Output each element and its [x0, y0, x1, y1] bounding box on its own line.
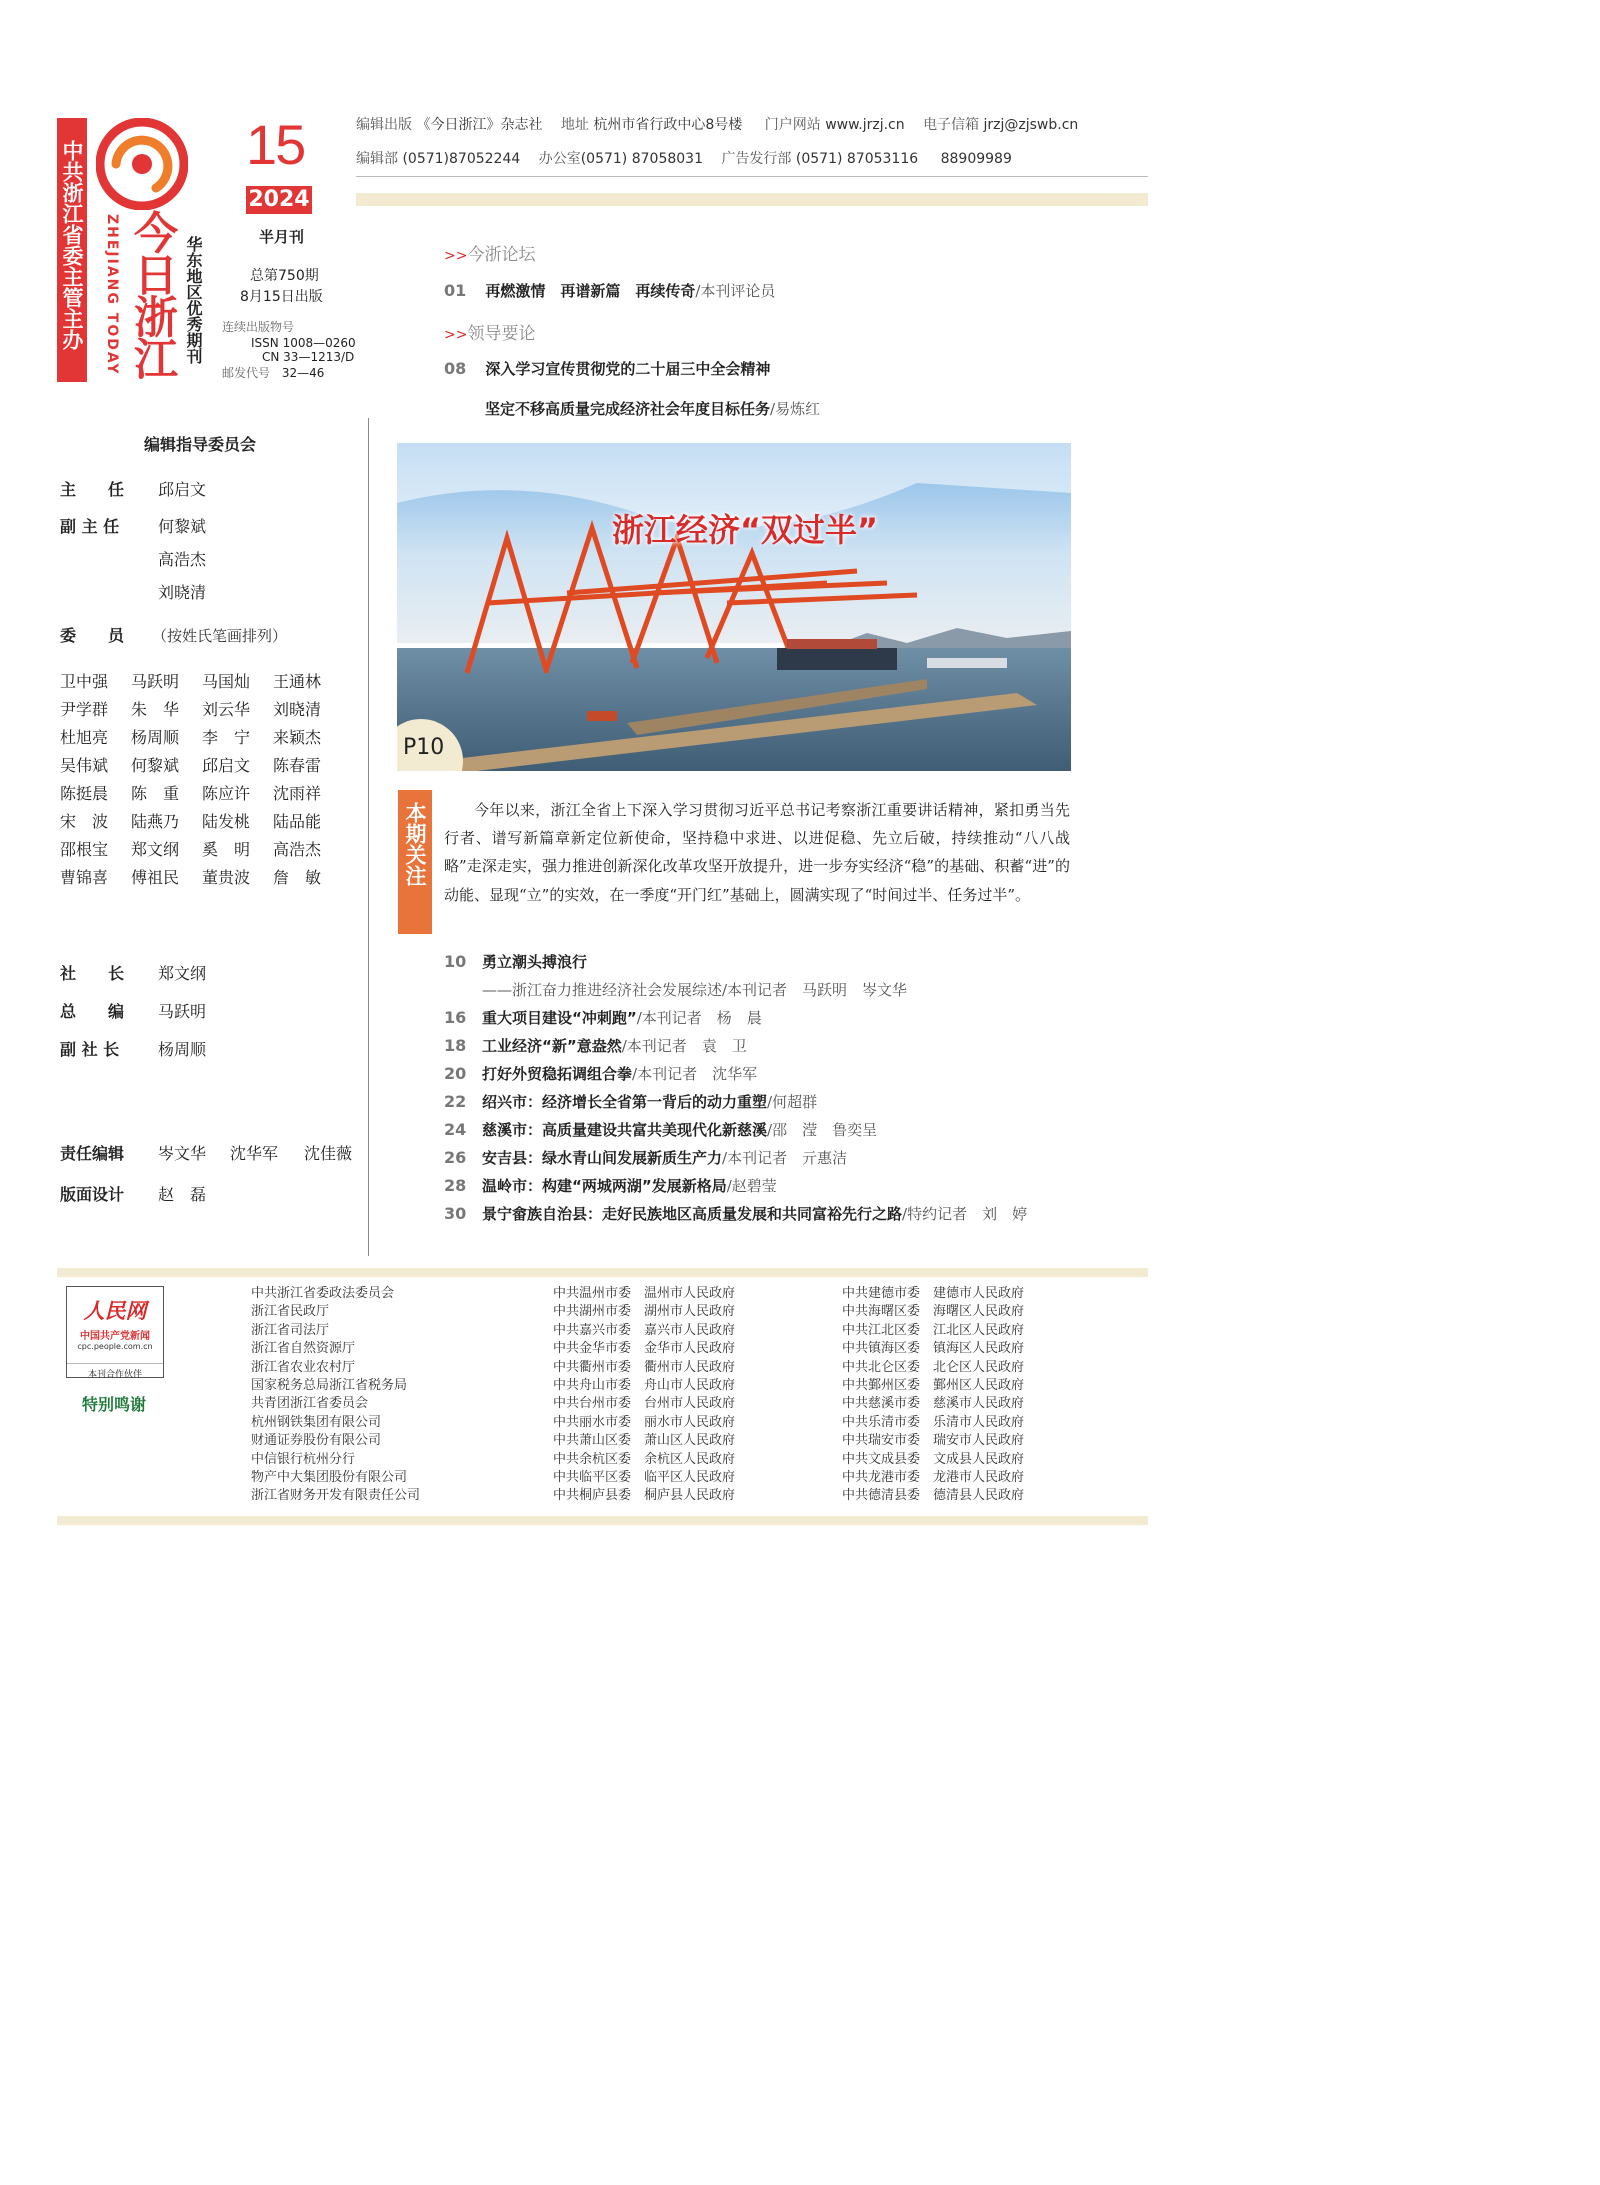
- toc-title: 再燃激情 再谱新篇 再续传奇: [485, 282, 696, 300]
- magazine-logo: [96, 118, 188, 210]
- toc-title: 慈溪市：高质量建设共富共美现代化新慈溪: [482, 1121, 768, 1139]
- thanks-entry: 浙江省农业农村厅: [251, 1359, 356, 1375]
- thanks-entry: 中共桐庐县委 桐庐县人民政府: [553, 1488, 736, 1504]
- member-row: [60, 865, 321, 893]
- member-row: [60, 781, 321, 809]
- section-leaders: [444, 319, 535, 344]
- toc-focus-list: [444, 951, 1124, 1231]
- toc-item[interactable]: [444, 1147, 1124, 1175]
- toc-title: 打好外贸稳拓调组合拳: [482, 1065, 633, 1083]
- toc-page-num: 18: [444, 1036, 467, 1055]
- sponsor-text: 中共浙江省委主管主办: [60, 140, 84, 350]
- staff-name: 杨周顺: [158, 1040, 207, 1059]
- member-name: 杨周顺: [131, 728, 180, 747]
- vice-name: 何黎斌: [158, 517, 207, 536]
- toc-author: /本刊记者 沈华军: [632, 1065, 758, 1083]
- thanks-entry: 中共嘉兴市委 嘉兴市人民政府: [553, 1322, 736, 1338]
- thanks-entry: 中共金华市委 金华市人民政府: [553, 1341, 736, 1357]
- port-crane-photo: [397, 443, 1071, 771]
- thanks-entry: 物产中大集团股份有限公司: [251, 1470, 408, 1486]
- award-text: 华东地区优秀期刊: [184, 236, 203, 364]
- toc-item[interactable]: [444, 1119, 1124, 1147]
- logo-swirl-icon: [96, 118, 188, 210]
- thanks-entry: 中共衢州市委 衢州市人民政府: [553, 1359, 736, 1375]
- info-line-1: [356, 114, 1078, 134]
- thanks-entry: 中共萧山区委 萧山区人民政府: [553, 1433, 736, 1449]
- toc-title: 深入学习宣传贯彻党的二十届三中全会精神: [485, 360, 771, 378]
- ad-phone: (0571) 87053116: [795, 151, 919, 167]
- edit-dept-label: 编辑部: [356, 151, 398, 167]
- toc-author: /赵碧莹: [726, 1177, 777, 1195]
- thanks-column-3: [842, 1285, 1024, 1506]
- member-name: 陆品能: [273, 812, 322, 831]
- postal-code: [222, 364, 324, 381]
- thanks-entry: 中共台州市委 台州市人民政府: [553, 1396, 736, 1412]
- toc-author: ——浙江奋力推进经济社会发展综述/本刊记者 马跃明 岑文华: [482, 981, 908, 999]
- member-name: 刘云华: [202, 700, 251, 719]
- portal-link[interactable]: www.jrzj.cn: [825, 117, 905, 133]
- email-link[interactable]: jrzj@zjswb.cn: [983, 117, 1079, 133]
- member-name: 郑文纲: [131, 840, 180, 859]
- staff-chief-editor: [60, 999, 206, 1022]
- thanks-entry: 浙江省财务开发有限责任公司: [251, 1488, 421, 1504]
- thanks-entry: 中共德清县委 德清县人民政府: [842, 1488, 1025, 1504]
- partner-box[interactable]: [66, 1286, 164, 1378]
- sponsor-banner: [57, 118, 87, 382]
- toc-title: 景宁畲族自治县：走好民族地区高质量发展和共同富裕先行之路: [482, 1205, 903, 1223]
- layout-design: [60, 1182, 206, 1205]
- staff-label: 社 长: [60, 964, 125, 983]
- member-row: [60, 809, 321, 837]
- design-label: 版面设计: [60, 1185, 125, 1204]
- toc-page-num: 20: [444, 1064, 467, 1083]
- toc-page-num: 26: [444, 1148, 467, 1167]
- staff-publisher: [60, 961, 206, 984]
- thanks-entry: 中共临平区委 临平区人民政府: [553, 1470, 736, 1486]
- thanks-entry: 中共慈溪市委 慈溪市人民政府: [842, 1396, 1025, 1412]
- member-name: 陆发桃: [202, 812, 251, 831]
- thanks-entry: 财通证券股份有限公司: [251, 1433, 382, 1449]
- thanks-entry: 中共镇海区委 镇海区人民政府: [842, 1341, 1025, 1357]
- toc-item[interactable]: [444, 1203, 1124, 1231]
- logo-english: ZHEJIANG TODAY: [104, 214, 120, 376]
- member-name: 陈春雷: [273, 756, 322, 775]
- toc-page-num: 10: [444, 952, 467, 971]
- toc-page-num: 08: [444, 359, 467, 378]
- toc-page-num: 16: [444, 1008, 467, 1027]
- member-row: [60, 697, 321, 725]
- toc-author: /本刊记者 袁 卫: [621, 1037, 747, 1055]
- toc-author: /易炼红: [770, 400, 821, 418]
- member-name: 马跃明: [131, 672, 180, 691]
- partner-logo: 人民网: [83, 1298, 147, 1323]
- member-name: 陈挺晨: [60, 784, 109, 803]
- total-issue: 总第750期: [250, 268, 319, 284]
- toc-title: 温岭市：构建“两城两湖”发展新格局: [482, 1177, 727, 1195]
- toc-title: 绍兴市：经济增长全省第一背后的动力重塑: [482, 1093, 768, 1111]
- member-name: 朱 华: [131, 700, 180, 719]
- member-name: 李 宁: [202, 728, 251, 747]
- thanks-entry: 中共鄞州区委 鄞州区人民政府: [842, 1378, 1025, 1394]
- toc-page-num: 28: [444, 1176, 467, 1195]
- thanks-entry: 中共文成县委 文成县人民政府: [842, 1451, 1025, 1467]
- member-name: 吴伟斌: [60, 756, 109, 775]
- thanks-entry: 浙江省司法厅: [251, 1322, 330, 1338]
- toc-item-08-sub[interactable]: [485, 398, 820, 419]
- thanks-entry: 浙江省民政厅: [251, 1304, 330, 1320]
- toc-author: /邵 滢 鲁奕呈: [767, 1121, 878, 1139]
- member-name: 杜旭亮: [60, 728, 109, 747]
- thanks-entry: 中信银行杭州分行: [251, 1451, 356, 1467]
- partner-url: cpc.people.com.cn: [77, 1342, 153, 1351]
- staff-name: 马跃明: [158, 1002, 207, 1021]
- member-name: 曹锦喜: [60, 868, 109, 887]
- thanks-entry: 共青团浙江省委员会: [251, 1396, 369, 1412]
- member-name: 詹 敏: [273, 868, 322, 887]
- editor-name: 沈佳薇: [304, 1144, 353, 1163]
- thanks-entry: 国家税务总局浙江省税务局: [251, 1378, 408, 1394]
- member-name: 高浩杰: [273, 840, 322, 859]
- footer-bottom-strip: [57, 1516, 1148, 1525]
- toc-item-01[interactable]: [444, 280, 775, 301]
- logo-text: 今日浙江: [126, 210, 177, 378]
- staff-label: 副 社 长: [60, 1040, 120, 1059]
- section-leaders-label: 领导要论: [467, 324, 536, 344]
- footer-beige-strip: [57, 1268, 1148, 1277]
- header-rule: [356, 176, 1148, 177]
- staff-vice-publisher: [60, 1037, 206, 1060]
- thanks-entry: 中共龙港市委 龙港市人民政府: [842, 1470, 1025, 1486]
- toc-title: 工业经济“新”意盎然: [482, 1037, 622, 1055]
- toc-item[interactable]: [444, 1007, 1124, 1035]
- director-name: 邱启文: [158, 480, 207, 499]
- editor-name: 沈华军: [230, 1144, 279, 1163]
- member-name: 马国灿: [202, 672, 251, 691]
- feature-image[interactable]: [397, 443, 1071, 771]
- address-label: 地址: [560, 117, 589, 133]
- board-director: [60, 477, 206, 500]
- member-name: 沈雨祥: [273, 784, 322, 803]
- thanks-entry: 中共瑞安市委 瑞安市人民政府: [842, 1433, 1025, 1449]
- member-name: 卫中强: [60, 672, 109, 691]
- member-row: [60, 669, 321, 697]
- member-name: 陈应许: [202, 784, 251, 803]
- member-name: 陈 重: [131, 784, 180, 803]
- staff-label: 总 编: [60, 1002, 125, 1021]
- toc-item[interactable]: [444, 951, 1124, 979]
- member-name: 宋 波: [60, 812, 109, 831]
- thanks-entry: 杭州钢铁集团有限公司: [251, 1414, 382, 1430]
- toc-author: /何超群: [767, 1093, 818, 1111]
- toc-item[interactable]: [444, 1063, 1124, 1091]
- thanks-entry: 中共北仑区委 北仑区人民政府: [842, 1359, 1025, 1375]
- editors-label: 责任编辑: [60, 1144, 125, 1163]
- director-label: 主 任: [60, 480, 125, 499]
- member-row: [60, 725, 321, 753]
- partner-caption: 本刊合作伙伴: [67, 1363, 163, 1380]
- board-members-grid: [60, 669, 321, 893]
- edit-dept-phone: (0571)87052244: [402, 151, 521, 167]
- member-name: 刘晓清: [273, 700, 322, 719]
- info-line-2: [356, 148, 1012, 168]
- toc-page-num: 01: [444, 281, 467, 300]
- focus-label-text: 本期关注: [403, 802, 427, 886]
- toc-item[interactable]: [444, 1091, 1124, 1119]
- editor-name: 岑文华: [158, 1144, 207, 1163]
- toc-page-num: 30: [444, 1204, 467, 1223]
- member-name: 来颖杰: [273, 728, 322, 747]
- office-phone: (0571) 87058031: [580, 151, 703, 167]
- toc-title: 安吉县：绿水青山间发展新质生产力: [482, 1149, 723, 1167]
- section-forum: [444, 240, 535, 265]
- toc-item[interactable]: [444, 1175, 1124, 1203]
- thanks-entry: 中共海曙区委 海曙区人民政府: [842, 1304, 1025, 1320]
- toc-title: 坚定不移高质量完成经济社会年度目标任务: [485, 400, 771, 418]
- thanks-entry: 中共浙江省委政法委员会: [251, 1286, 395, 1301]
- thanks-entry: 中共丽水市委 丽水市人民政府: [553, 1414, 736, 1430]
- serial-label: 连续出版物号: [222, 320, 295, 334]
- chevron-right-icon: >>: [444, 248, 468, 264]
- toc-page-num: 24: [444, 1120, 467, 1139]
- staff-name: 郑文纲: [158, 964, 207, 983]
- board-vice: [60, 514, 206, 537]
- board-title: 编辑指导委员会: [144, 435, 257, 454]
- focus-label: [398, 790, 432, 934]
- responsible-editors: [60, 1141, 352, 1164]
- portal-label: 门户网站: [764, 117, 821, 133]
- feature-headline: 浙江经济“双过半”: [612, 511, 879, 549]
- toc-author: /特约记者 刘 婷: [902, 1205, 1028, 1223]
- thanks-entry: 中共乐清市委 乐清市人民政府: [842, 1414, 1025, 1430]
- special-thanks: 特别鸣谢: [82, 1395, 147, 1414]
- thanks-entry: 中共余杭区委 余杭区人民政府: [553, 1451, 736, 1467]
- cn: CN 33—1213/D: [262, 350, 355, 364]
- thanks-entry: 中共江北区委 江北区人民政府: [842, 1322, 1025, 1338]
- toc-item-08[interactable]: [444, 358, 770, 379]
- thanks-entry: 浙江省自然资源厅: [251, 1341, 356, 1357]
- postal-label: 邮发代号: [222, 366, 271, 380]
- publisher-label: 编辑出版: [356, 117, 412, 133]
- member-row: [60, 837, 321, 865]
- member-name: 邵根宝: [60, 840, 109, 859]
- design-name: 赵 磊: [158, 1185, 207, 1204]
- vice-name: 刘晓清: [158, 583, 207, 602]
- members-note: （按姓氏笔画排列）: [152, 627, 288, 645]
- toc-item[interactable]: [444, 1035, 1124, 1063]
- email-label: 电子信箱: [923, 117, 980, 133]
- section-forum-label: 今浙论坛: [467, 245, 536, 265]
- thanks-entry: 中共舟山市委 舟山市人民政府: [553, 1378, 736, 1394]
- board-members-head: [60, 623, 287, 646]
- member-name: 陆燕乃: [131, 812, 180, 831]
- pub-date: 8月15日出版: [240, 289, 323, 305]
- ad-phone-2: 88909989: [940, 151, 1012, 167]
- thanks-column-2: [553, 1285, 735, 1506]
- thanks-entry: 中共建德市委 建德市人民政府: [842, 1286, 1025, 1301]
- member-row: [60, 753, 321, 781]
- issue-number: 15: [246, 113, 305, 176]
- toc-author: /本刊记者 亓惠洁: [722, 1149, 848, 1167]
- toc-item-sub[interactable]: [444, 979, 1124, 1007]
- member-name: 王通林: [273, 672, 322, 691]
- toc-author: /本刊评论员: [695, 282, 776, 300]
- chevron-right-icon: >>: [444, 327, 468, 343]
- thanks-entry: 中共湖州市委 湖州市人民政府: [553, 1304, 736, 1320]
- office-label: 办公室: [538, 151, 581, 167]
- thanks-column-1: [251, 1285, 420, 1506]
- toc-title: 重大项目建设“冲刺跑”: [482, 1009, 637, 1027]
- member-name: 何黎斌: [131, 756, 180, 775]
- feature-paragraph: 今年以来，浙江全省上下深入学习贯彻习近平总书记考察浙江重要讲话精神，紧扣勇当先行者、谱写新篇章新定位新使命，坚持稳中求进、以进促稳、先立后破，持续推动“八八战略”走深走实，强力推进创新深化改革攻坚开放提升，进一步夯实经济“稳”的基础、积蓄“进”的动能、显现“立”的实效，在一季度“开门红”基础上，圆满实现了“时间过半、任务过半”。: [444, 801, 1070, 904]
- issue-year: 2024: [246, 186, 312, 214]
- toc-author: /本刊记者 杨 晨: [636, 1009, 762, 1027]
- partner-sub: 中国共产党新闻: [80, 1331, 150, 1342]
- issn: ISSN 1008—0260: [251, 336, 356, 350]
- column-divider: [368, 418, 369, 1256]
- page-tag: P10: [403, 735, 445, 760]
- toc-page-num: 22: [444, 1092, 467, 1111]
- publisher: 《今日浙江》杂志社: [416, 117, 543, 133]
- member-name: 奚 明: [202, 840, 251, 859]
- thanks-entry: 中共温州市委 温州市人民政府: [553, 1286, 736, 1301]
- postal-value: 32—46: [281, 366, 325, 380]
- vice-name: 高浩杰: [158, 550, 207, 569]
- header-beige-strip: [356, 193, 1148, 206]
- address: 杭州市省行政中心8号楼: [593, 117, 743, 133]
- ad-label: 广告发行部: [721, 151, 792, 167]
- vice-label: 副 主 任: [60, 517, 120, 536]
- member-name: 尹学群: [60, 700, 109, 719]
- member-name: 邱启文: [202, 756, 251, 775]
- member-name: 傅祖民: [131, 868, 180, 887]
- member-name: 董贵波: [202, 868, 251, 887]
- frequency: 半月刊: [259, 228, 305, 246]
- toc-title: 勇立潮头搏浪行: [482, 953, 588, 971]
- members-label: 委 员: [60, 626, 125, 645]
